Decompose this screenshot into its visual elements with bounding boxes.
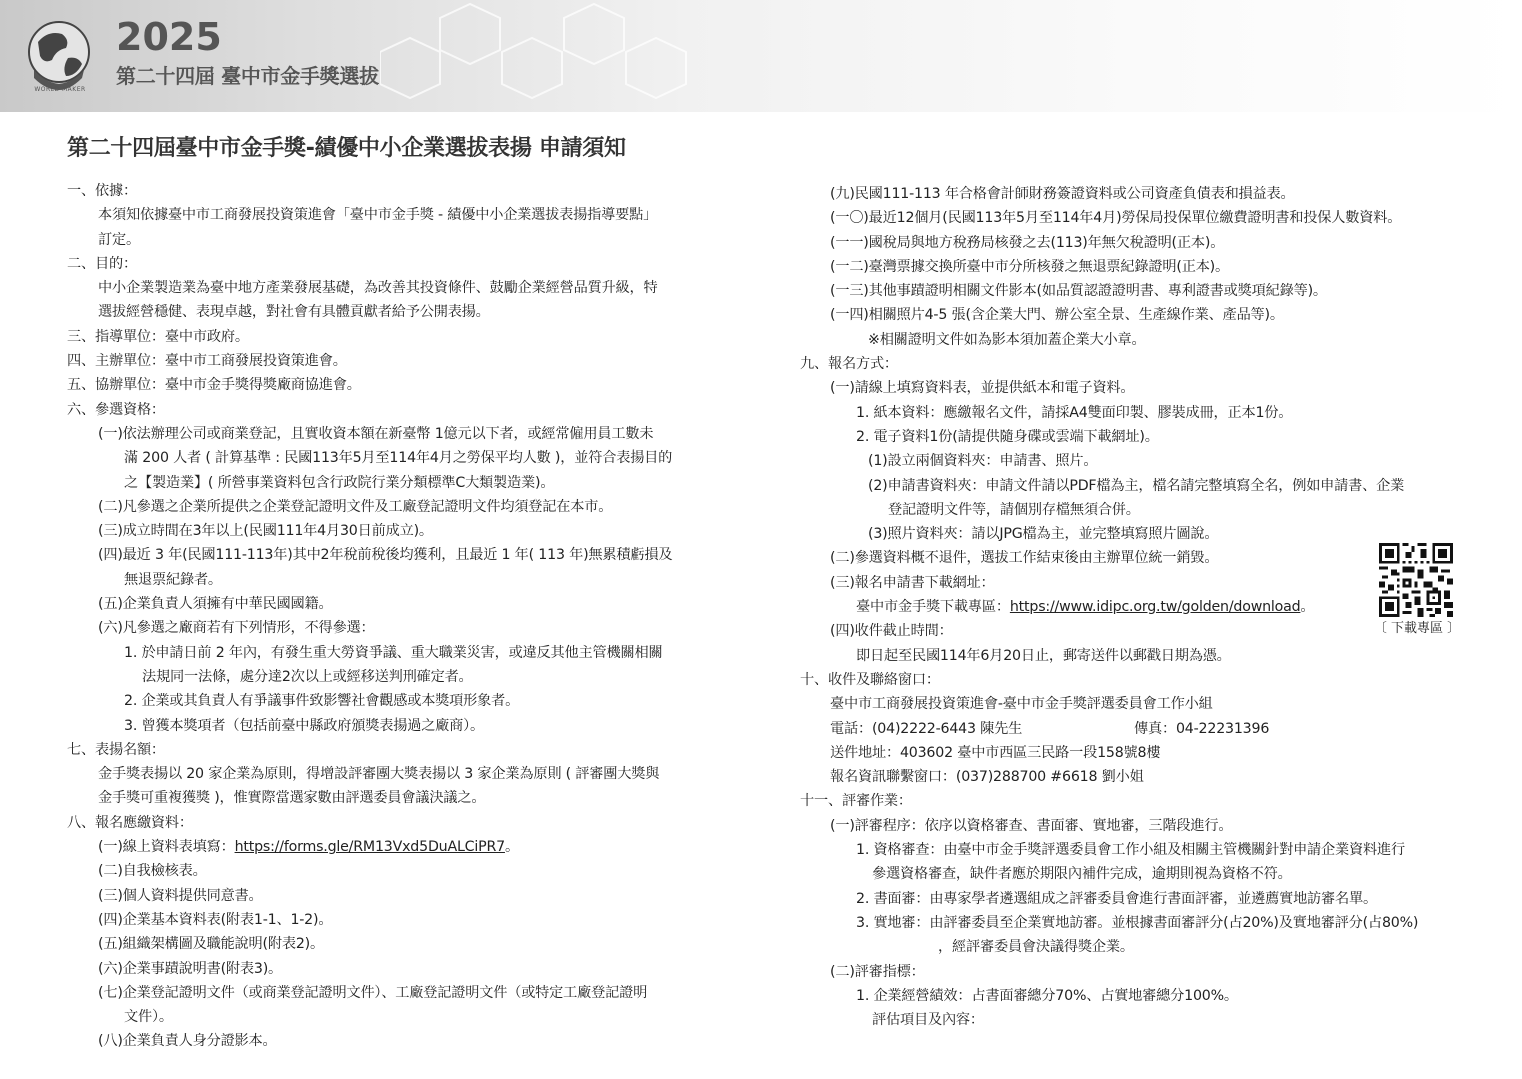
sub-sub-item-continuation: 登記證明文件等，請個別存檔無須合併。: [888, 501, 1140, 518]
list-item: (一一)國稅局與地方稅務局核發之去(113)年無欠稅證明(正本)。: [830, 234, 1225, 251]
sub-list-item: 2. 企業或其負責人有爭議事件致影響社會觀感或本獎項形象者。: [124, 693, 520, 710]
list-item: (五)企業負責人須擁有中華民國國籍。: [98, 596, 333, 613]
list-item: (一)請線上填寫資料表，並提供紙本和電子資料。: [830, 380, 1135, 397]
section-heading: 一、依據：: [67, 183, 137, 199]
list-item: (二)評審指標：: [830, 963, 925, 980]
list-item: (三)報名申請書下載網址：: [830, 574, 995, 591]
list-item: (一二)臺灣票據交換所臺中市分所核發之無退票紀錄證明(正本)。: [830, 258, 1230, 275]
list-item: (一四)相關照片4-5 張(含企業大門、辦公室全景、生產線作業、產品等)。: [830, 307, 1284, 324]
section-heading: 六、參選資格：: [67, 401, 165, 418]
left-column: [67, 179, 717, 1054]
sub-list-item-continuation: ，經評審委員會決議得獎企業。: [938, 939, 1134, 956]
section-heading: 九、報名方式：: [800, 356, 898, 373]
paragraph-line: 本須知依據臺中市工商發展投資策進會「臺中市金手獎 - 績優中小企業選拔表揚指導要點」: [98, 207, 658, 224]
list-item: [67, 835, 717, 859]
section-heading: 十、收件及聯絡窗口：: [800, 671, 940, 688]
list-item: (四)收件截止時間：: [830, 623, 953, 640]
paragraph-line: 訂定。: [98, 231, 140, 248]
list-item: (九)民國111-113 年合格會計師財務簽證資料或公司資產負債表和損益表。: [830, 186, 1295, 202]
sub-list-item: 1. 於申請日前 2 年內，有發生重大勞資爭議、重大職業災害，或違反其他主管機關相關: [124, 644, 663, 661]
list-item: (五)組織架構圖及職能說明(附表2)。: [98, 936, 324, 953]
banner-subtitle: 第二十四屆 臺中市金手獎選拔: [116, 64, 379, 88]
section-heading: 三、指導單位：臺中市政府。: [67, 328, 249, 345]
section-heading: 五、協辦單位：臺中市金手獎得獎廠商協進會。: [67, 377, 361, 394]
paragraph-line: 選拔經營穩健、表現卓越，對社會有具體貢獻者給予公開表揚。: [98, 304, 490, 321]
sub-sub-item: (3)照片資料夾：請以JPG檔為主，並完整填寫照片圖說。: [868, 526, 1219, 543]
form-link[interactable]: https://forms.gle/RM13Vxd5DuALCiPR7: [234, 839, 505, 856]
list-item: (八)企業負責人身分證影本。: [98, 1033, 277, 1050]
sub-list-item: 3. 曾獲本獎項者（包括前臺中縣政府頒獎表揚過之廠商）。: [124, 717, 485, 734]
list-item: (一〇)最近12個月(民國113年5月至114年4月)勞保局投保單位繳費證明書和投保人數資料。: [830, 210, 1402, 227]
sub-list-item: 1. 紙本資料：應繳報名文件，請採A4雙面印製、膠裝成冊，正本1份。: [856, 404, 1293, 421]
note-line: ※相關證明文件如為影本須加蓋企業大小章。: [868, 331, 1146, 348]
paragraph-line: 中小企業製造業為臺中地方產業發展基礎，為改善其投資條件、鼓勵企業經營品質升級，特: [98, 280, 658, 297]
sub-list-item-continuation: 評估項目及內容：: [872, 1012, 984, 1029]
list-item: (一三)其他事蹟證明相關文件影本(如品質認證證明書、專利證書或獎項紀錄等)。: [830, 283, 1327, 300]
list-item: (二)凡參選之企業所提供之企業登記證明文件及工廠登記證明文件均須登記在本市。: [98, 498, 613, 515]
paragraph-line: 臺中市工商發展投資策進會-臺中市金手獎評選委員會工作小組: [830, 696, 1213, 713]
list-item: (一)依法辦理公司或商業登記，且實收資本額在新臺幣 1億元以下者，或經常僱用員工數未: [98, 425, 654, 442]
list-item: (六)企業事蹟說明書(附表3)。: [98, 960, 283, 977]
list-item-continuation: 之【製造業】( 所營事業資料包含行政院行業分類標準C大類製造業)。: [124, 474, 555, 491]
list-item-label: (一)線上資料表填寫：: [98, 839, 235, 856]
list-item-continuation: 滿 200 人者 ( 計算基準 : 民國113年5月至114年4月之勞保平均人數 )，並符合表揚目的: [124, 450, 673, 467]
sub-list-item: 3. 實地審：由評審委員至企業實地訪審。並根據書面審評分(占20%)及實地審評分(占80%): [856, 914, 1419, 931]
paragraph-line: 即日起至民國114年6月20日止，郵寄送件以郵戳日期為憑。: [856, 647, 1231, 664]
logo-text: WORLD MAKER: [34, 86, 86, 93]
section-heading: 二、目的：: [67, 255, 137, 272]
download-link[interactable]: https://www.idipc.org.tw/golden/download: [1009, 599, 1301, 616]
phone-text: 電話：(04)2222-6443 陳先生: [830, 720, 1023, 737]
list-item: (四)企業基本資料表(附表1-1、1-2)。: [98, 911, 333, 928]
section-heading: 七、表揚名額：: [67, 741, 165, 758]
list-item: (三)成立時間在3年以上(民國111年4月30日前成立)。: [98, 523, 433, 540]
sub-list-item: 1. 企業經營績效：占書面審總分70%、占實地審總分100%。: [856, 987, 1238, 1004]
list-item-continuation: 無退票紀錄者。: [124, 571, 222, 588]
paragraph-line: 金手獎表揚以 20 家企業為原則，得增設評審團大獎表揚以 3 家企業為原則 ( 評審團大獎與: [98, 766, 660, 783]
punctuation: 。: [504, 839, 519, 856]
right-column: [800, 182, 1470, 1032]
banner-year: 2025: [116, 15, 222, 59]
list-item: (一)評審程序：依序以資格審查、書面審、實地審，三階段進行。: [830, 817, 1233, 834]
address-line: 送件地址：403602 臺中市西區三民路一段158號8樓: [830, 744, 1161, 761]
globe-hand-logo-icon: [26, 20, 92, 96]
list-item-continuation: 文件）。: [124, 1009, 173, 1026]
list-item: (三)個人資料提供同意書。: [98, 887, 263, 904]
sub-sub-item: (1)設立兩個資料夾：申請書、照片。: [868, 453, 1098, 470]
download-line: [800, 595, 1470, 619]
list-item: (四)最近 3 年(民國111-113年)其中2年稅前稅後均獲利，且最近 1 年( 113 年)無累積虧損及: [98, 547, 673, 564]
list-item: (二)參選資料概不退件，選拔工作結束後由主辦單位統一銷毀。: [830, 550, 1219, 567]
sub-list-item: 1. 資格審查：由臺中市金手獎評選委員會工作小組及相關主管機關針對申請企業資料進行: [856, 842, 1405, 859]
section-heading: 四、主辦單位：臺中市工商發展投資策進會。: [67, 353, 347, 370]
punctuation: 。: [1300, 599, 1315, 616]
download-label: 臺中市金手獎下載專區：: [856, 599, 1010, 616]
sub-list-item: 2. 書面審：由專家學者遴選組成之評審委員會進行書面評審，並遴薦實地訪審名單。: [856, 890, 1377, 907]
contact-line: 報名資訊聯繫窗口：(037)288700 #6618 劉小姐: [830, 769, 1144, 786]
list-item: (七)企業登記證明文件（或商業登記證明文件）、工廠登記證明文件（或特定工廠登記證明: [98, 984, 648, 1001]
fax-text: 傳真：04-22231396: [1134, 720, 1270, 737]
sub-list-item-continuation: 參選資格審查，缺件者應於期限內補件完成，逾期則視為資格不符。: [872, 866, 1292, 883]
list-item: (六)凡參選之廠商若有下列情形，不得參選：: [98, 620, 375, 637]
header-banner: [0, 0, 1522, 112]
paragraph-line: 金手獎可重複獲獎 )，惟實際當選家數由評選委員會議決議之。: [98, 790, 486, 807]
qr-code-icon[interactable]: [1379, 543, 1453, 617]
sub-sub-item: (2)申請書資料夾：申請文件請以PDF檔為主，檔名請完整填寫全名，例如申請書、企業: [868, 477, 1405, 494]
qr-label: 〔 下載專區 〕: [1373, 621, 1461, 636]
contact-line: [800, 717, 1470, 741]
document-title: 第二十四屆臺中市金手獎-績優中小企業選拔表揚 申請須知: [67, 136, 626, 161]
sub-list-item: 2. 電子資料1份(請提供隨身碟或雲端下載網址)。: [856, 428, 1159, 445]
hexagon-pattern: [380, 0, 840, 112]
list-item: (二)自我檢核表。: [98, 863, 207, 880]
section-heading: 八、報名應繳資料：: [67, 814, 193, 831]
section-heading: 十一、評審作業：: [800, 793, 912, 810]
sub-list-item-continuation: 法規同一法條，處分達2次以上或經移送判刑確定者。: [142, 668, 473, 685]
